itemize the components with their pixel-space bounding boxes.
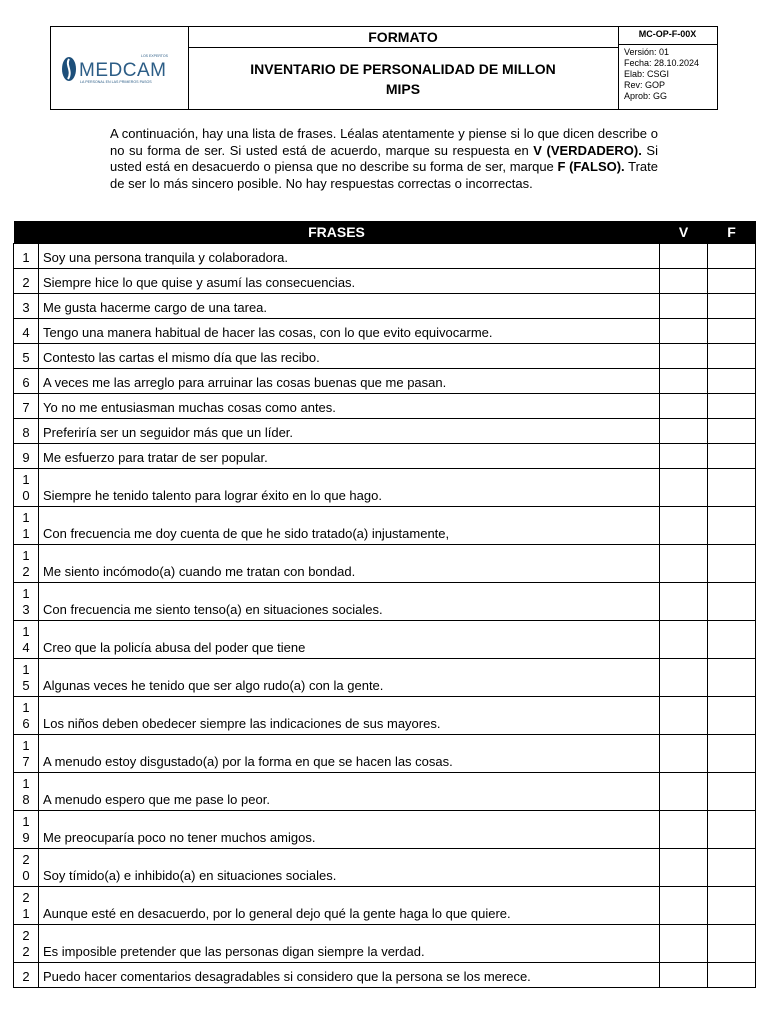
question-text: Algunas veces he tenido que ser algo rudo(a) con la gente.	[39, 659, 660, 697]
meta-fecha: Fecha: 28.10.2024	[624, 58, 700, 68]
answer-f-cell[interactable]	[708, 344, 756, 369]
question-number	[14, 773, 39, 811]
question-text: Con frecuencia me doy cuenta de que he sido tratado(a) injustamente,	[39, 507, 660, 545]
document-meta	[618, 45, 717, 102]
table-row	[14, 773, 756, 811]
questions-table	[13, 221, 756, 988]
answer-f-cell[interactable]	[708, 583, 756, 621]
title-line-1: INVENTARIO DE PERSONALIDAD DE MILLON	[250, 61, 556, 77]
answer-v-cell[interactable]	[660, 925, 708, 963]
answer-v-cell[interactable]	[660, 294, 708, 319]
answer-f-cell[interactable]	[708, 394, 756, 419]
question-number-text: 6	[22, 375, 30, 390]
meta-version: Versión: 01	[624, 47, 670, 57]
question-text: Yo no me entusiasman muchas cosas como antes.	[39, 394, 660, 419]
answer-v-cell[interactable]	[660, 659, 708, 697]
question-number	[14, 887, 39, 925]
question-number-text: 5	[22, 350, 30, 365]
question-number-text: 4	[22, 325, 30, 340]
table-row	[14, 469, 756, 507]
question-text: A menudo espero que me pase lo peor.	[39, 773, 660, 811]
question-number-text: 20	[22, 852, 30, 883]
answer-f-cell[interactable]	[708, 735, 756, 773]
instructions-part-1: A continuación, hay una lista de frases. Léalas atentamente y piense si lo que dicen describe o no su forma de ser. Si usted está de acuerdo, marque su respuesta en	[110, 126, 658, 158]
document-code: MC-OP-F-00X	[618, 27, 717, 45]
instructions-part-2: Si usted está en desacuerdo o piensa que no describe su forma de ser, marque	[110, 142, 658, 174]
question-number-text: 1	[22, 250, 30, 265]
question-number	[14, 244, 39, 269]
logo-small-text: LOS EXPERTOS	[141, 54, 168, 58]
answer-f-cell[interactable]	[708, 419, 756, 444]
logo-text: MEDCAM	[79, 60, 167, 81]
question-text: Siempre hice lo que quise y asumí las consecuencias.	[39, 269, 660, 294]
question-text: Con frecuencia me siento tenso(a) en situaciones sociales.	[39, 583, 660, 621]
question-number	[14, 811, 39, 849]
col-frases: FRASES	[14, 221, 660, 244]
answer-f-cell[interactable]	[708, 369, 756, 394]
table-row	[14, 735, 756, 773]
table-row	[14, 621, 756, 659]
question-number	[14, 621, 39, 659]
meta-rev: Rev: GOP	[624, 80, 666, 90]
question-number	[14, 319, 39, 344]
table-row	[14, 344, 756, 369]
col-v: V	[660, 221, 708, 244]
answer-f-cell[interactable]	[708, 849, 756, 887]
answer-v-cell[interactable]	[660, 735, 708, 773]
answer-v-cell[interactable]	[660, 849, 708, 887]
medcam-logo	[59, 51, 179, 87]
question-number-text: 7	[22, 400, 30, 415]
instructions-f: F (FALSO).	[557, 159, 625, 174]
header-title-cell	[188, 27, 619, 109]
answer-v-cell[interactable]	[660, 583, 708, 621]
answer-v-cell[interactable]	[660, 773, 708, 811]
logo-tagline: LA PERSONAL EN LAS PRIMEROS PASOS	[80, 80, 152, 84]
question-text: Me siento incómodo(a) cuando me tratan con bondad.	[39, 545, 660, 583]
table-row	[14, 659, 756, 697]
answer-v-cell[interactable]	[660, 621, 708, 659]
question-text: Soy una persona tranquila y colaboradora.	[39, 244, 660, 269]
question-text: Me preocuparía poco no tener muchos amigos.	[39, 811, 660, 849]
question-text: Los niños deben obedecer siempre las indicaciones de sus mayores.	[39, 697, 660, 735]
answer-v-cell[interactable]	[660, 394, 708, 419]
answer-f-cell[interactable]	[708, 697, 756, 735]
meta-aprob: Aprob: GG	[624, 91, 668, 101]
questions-body	[14, 244, 756, 988]
answer-v-cell[interactable]	[660, 369, 708, 394]
question-number-text: 8	[22, 425, 30, 440]
question-number-text: 11	[22, 510, 30, 541]
question-number	[14, 697, 39, 735]
table-row	[14, 583, 756, 621]
answer-v-cell[interactable]	[660, 444, 708, 469]
answer-f-cell[interactable]	[708, 244, 756, 269]
col-f: F	[708, 221, 756, 244]
question-text: Es imposible pretender que las personas digan siempre la verdad.	[39, 925, 660, 963]
question-text: Puedo hacer comentarios desagradables si considero que la persona se los merece.	[39, 963, 660, 988]
table-row	[14, 244, 756, 269]
question-number-text: 14	[22, 624, 30, 655]
meta-elab: Elab: CSGI	[624, 69, 670, 79]
question-number-text: 22	[22, 928, 30, 959]
question-number	[14, 294, 39, 319]
answer-v-cell[interactable]	[660, 419, 708, 444]
question-number-text: 21	[22, 890, 30, 921]
document-title	[188, 48, 618, 99]
answer-v-cell[interactable]	[660, 244, 708, 269]
question-number	[14, 583, 39, 621]
table-row	[14, 545, 756, 583]
logo-cell	[51, 27, 189, 109]
question-number-text: 16	[22, 700, 30, 731]
question-text: Contesto las cartas el mismo día que las recibo.	[39, 344, 660, 369]
question-number	[14, 925, 39, 963]
question-number	[14, 469, 39, 507]
question-text: Siempre he tenido talento para lograr éxito en lo que hago.	[39, 469, 660, 507]
question-text: Creo que la policía abusa del poder que tiene	[39, 621, 660, 659]
table-row	[14, 963, 756, 988]
answer-v-cell[interactable]	[660, 963, 708, 988]
question-number	[14, 545, 39, 583]
instructions-part-3: Trate de ser lo más sincero posible. No hay respuestas correctas o incorrectas.	[110, 159, 658, 191]
table-row	[14, 811, 756, 849]
answer-v-cell[interactable]	[660, 887, 708, 925]
instructions	[110, 126, 658, 192]
question-number	[14, 507, 39, 545]
instructions-v: V (VERDADERO).	[533, 142, 642, 158]
question-number-text: 2	[22, 969, 30, 984]
question-number	[14, 269, 39, 294]
answer-f-cell[interactable]	[708, 507, 756, 545]
question-number-text: 2	[22, 275, 30, 290]
table-row	[14, 444, 756, 469]
question-number	[14, 394, 39, 419]
table-row	[14, 269, 756, 294]
question-number-text: 17	[22, 738, 30, 769]
header-meta-cell	[618, 27, 717, 109]
question-number-text: 15	[22, 662, 30, 693]
question-number-text: 12	[22, 548, 30, 579]
table-row	[14, 394, 756, 419]
answer-f-cell[interactable]	[708, 469, 756, 507]
table-row	[14, 697, 756, 735]
question-text: Aunque esté en desacuerdo, por lo general dejo qué la gente haga lo que quiere.	[39, 887, 660, 925]
question-number	[14, 849, 39, 887]
table-row	[14, 887, 756, 925]
answer-f-cell[interactable]	[708, 887, 756, 925]
question-text: Me gusta hacerme cargo de una tarea.	[39, 294, 660, 319]
answer-f-cell[interactable]	[708, 319, 756, 344]
question-number	[14, 735, 39, 773]
answer-f-cell[interactable]	[708, 963, 756, 988]
table-row	[14, 294, 756, 319]
question-text: A veces me las arreglo para arruinar las cosas buenas que me pasan.	[39, 369, 660, 394]
answer-v-cell[interactable]	[660, 344, 708, 369]
question-number-text: 9	[22, 450, 30, 465]
document-header	[50, 26, 718, 110]
answer-v-cell[interactable]	[660, 269, 708, 294]
answer-f-cell[interactable]	[708, 659, 756, 697]
question-number	[14, 419, 39, 444]
answer-f-cell[interactable]	[708, 773, 756, 811]
answer-f-cell[interactable]	[708, 545, 756, 583]
question-number-text: 13	[22, 586, 30, 617]
answer-v-cell[interactable]	[660, 811, 708, 849]
answer-f-cell[interactable]	[708, 925, 756, 963]
table-row	[14, 419, 756, 444]
answer-f-cell[interactable]	[708, 811, 756, 849]
question-text: Me esfuerzo para tratar de ser popular.	[39, 444, 660, 469]
answer-v-cell[interactable]	[660, 469, 708, 507]
table-row	[14, 507, 756, 545]
question-number-text: 3	[22, 300, 30, 315]
table-row	[14, 925, 756, 963]
table-row	[14, 369, 756, 394]
table-row	[14, 849, 756, 887]
formato-label: FORMATO	[188, 27, 618, 48]
question-text: Soy tímido(a) e inhibido(a) en situaciones sociales.	[39, 849, 660, 887]
answer-v-cell[interactable]	[660, 507, 708, 545]
answer-f-cell[interactable]	[708, 294, 756, 319]
question-text: Preferiría ser un seguidor más que un líder.	[39, 419, 660, 444]
question-number-text: 19	[22, 814, 30, 845]
question-number	[14, 963, 39, 988]
answer-v-cell[interactable]	[660, 545, 708, 583]
question-number	[14, 659, 39, 697]
answer-f-cell[interactable]	[708, 444, 756, 469]
table-header-row	[14, 221, 756, 244]
answer-v-cell[interactable]	[660, 697, 708, 735]
question-number-text: 18	[22, 776, 30, 807]
question-text: A menudo estoy disgustado(a) por la forma en que se hacen las cosas.	[39, 735, 660, 773]
table-row	[14, 319, 756, 344]
answer-v-cell[interactable]	[660, 319, 708, 344]
answer-f-cell[interactable]	[708, 621, 756, 659]
question-number	[14, 369, 39, 394]
question-text: Tengo una manera habitual de hacer las cosas, con lo que evito equivocarme.	[39, 319, 660, 344]
title-line-2: MIPS	[385, 81, 421, 97]
question-number	[14, 344, 39, 369]
question-number	[14, 444, 39, 469]
answer-f-cell[interactable]	[708, 269, 756, 294]
question-number-text: 10	[22, 472, 30, 503]
